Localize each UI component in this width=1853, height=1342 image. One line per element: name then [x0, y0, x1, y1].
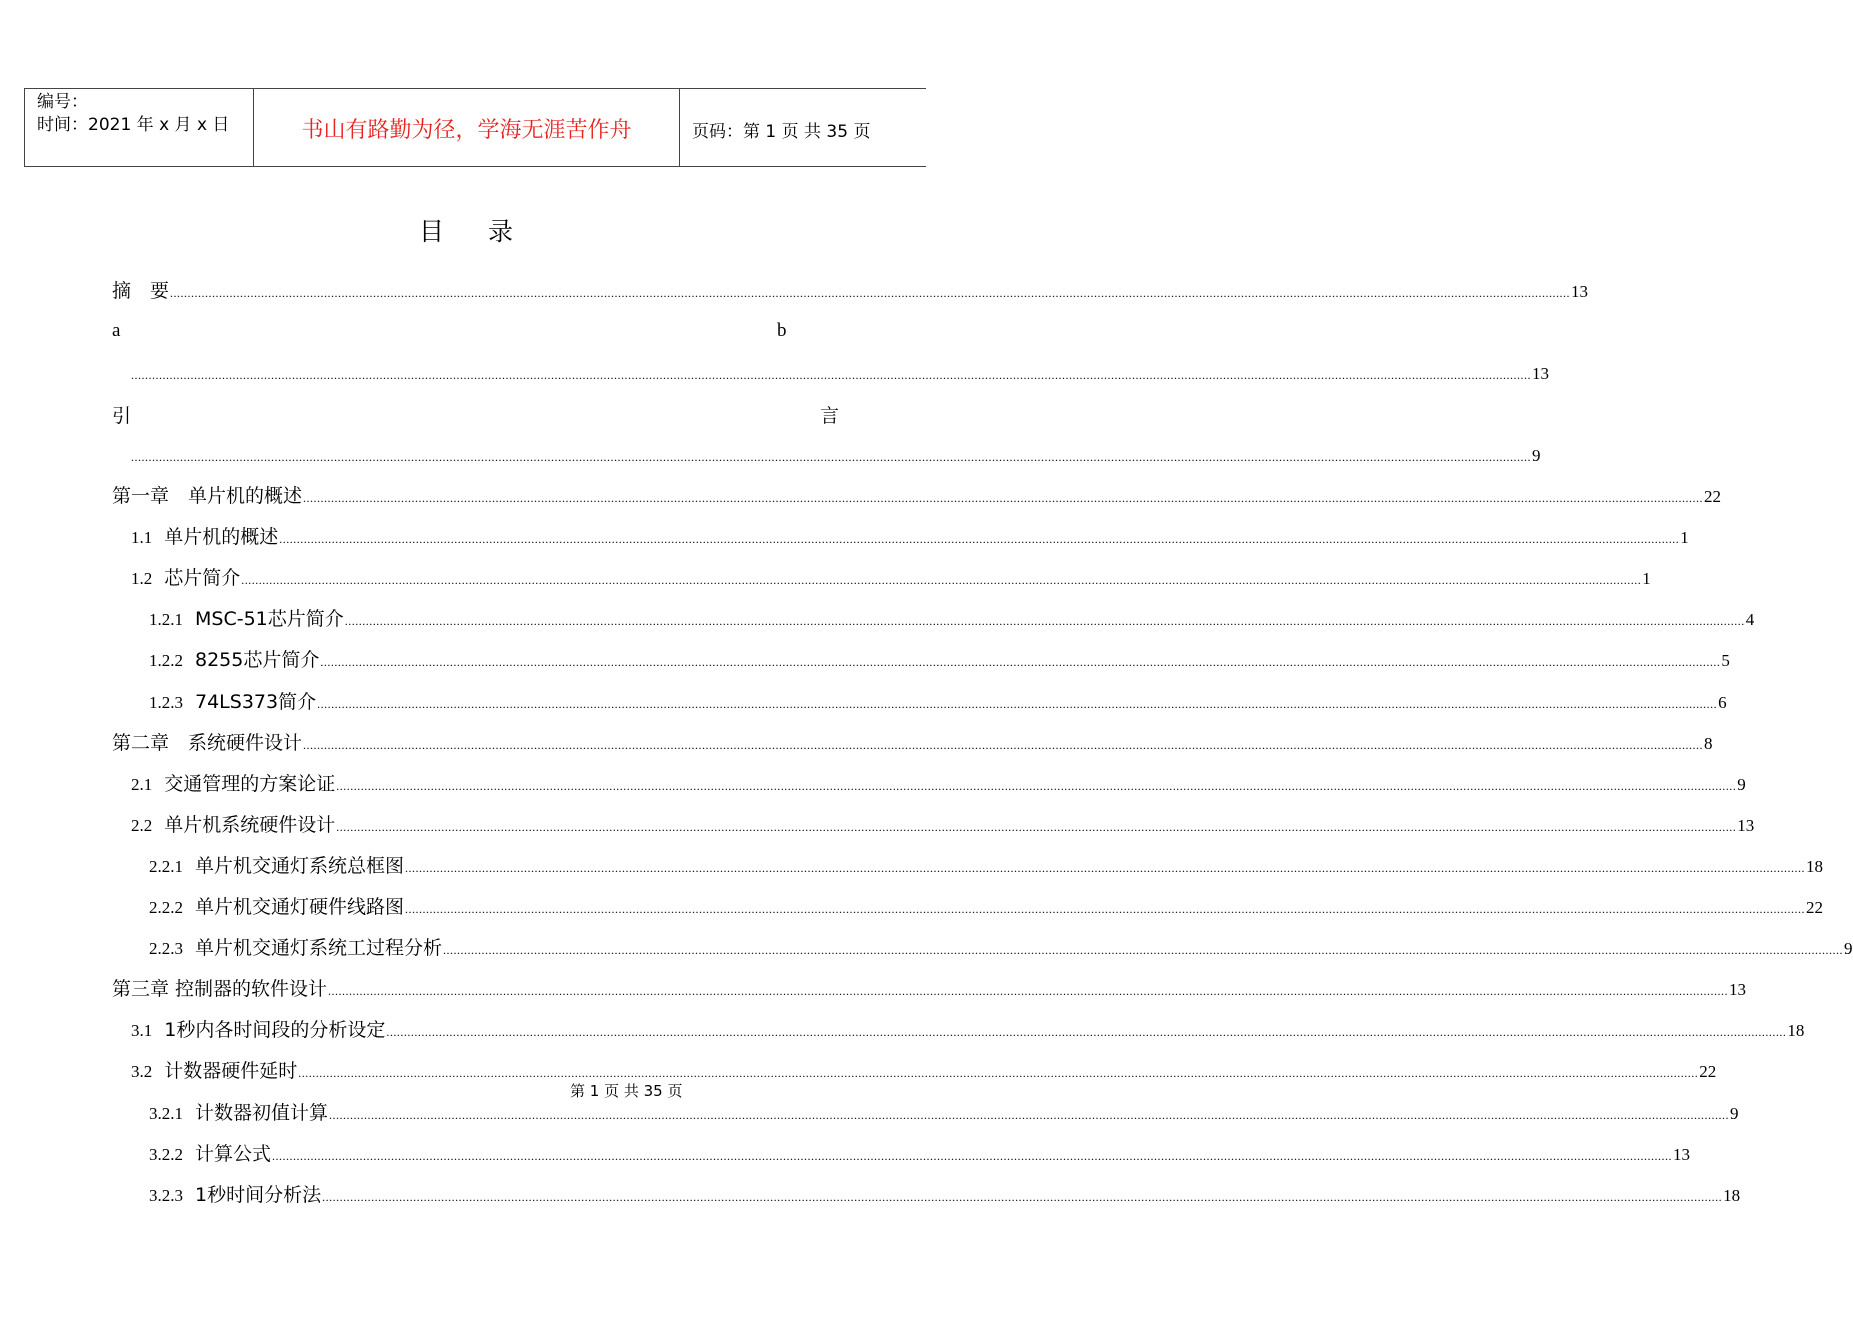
toc-entry-label: 单片机的概述 — [164, 526, 279, 548]
toc-entry[interactable] — [112, 484, 1722, 510]
page-label: 页码： — [692, 122, 743, 142]
toc-entry-label: 交通管理的方案论证 — [164, 773, 336, 795]
toc-entry-number: 3.2.3 — [149, 1186, 183, 1205]
toc-entry-label: 8255芯片简介 — [195, 649, 320, 671]
page-info-value: 第 1 页 共 35 页 — [743, 122, 871, 142]
toc-entry[interactable] — [131, 1059, 1717, 1085]
toc-entry[interactable] — [131, 566, 1651, 592]
toc-leader-dots: ................................................................................................................................................................................................................................................................................................................................................................................................................ — [272, 1149, 1673, 1163]
toc-leader-dots: ................................................................................................................................................................................................................................................................................................................................................................................................................ — [336, 820, 1737, 834]
toc-entry-page: 9 — [1532, 446, 1541, 465]
toc-entry-abstract[interactable] — [112, 279, 1589, 305]
toc-entry[interactable] — [131, 1018, 1805, 1044]
header-motto-cell — [254, 89, 680, 166]
toc-entry-page: 4 — [1745, 610, 1755, 629]
toc-entry-number: 2.2.3 — [149, 939, 183, 958]
toc-entry-number: 2.2.1 — [149, 857, 183, 876]
toc-entry-page: 22 — [1806, 898, 1824, 917]
toc-entry-number: 3.2.1 — [149, 1104, 183, 1123]
toc-entry-number: 3.2.2 — [149, 1145, 183, 1164]
toc-leader-dots: ................................................................................................................................................................................................................................................................................................................................................................................................................ — [328, 984, 1729, 998]
toc-entry-label: 计数器硬件延时 — [164, 1060, 298, 1082]
toc-leader-dots: ................................................................................................................................................................................................................................................................................................................................................................................................................ — [241, 573, 1642, 587]
toc-entry[interactable] — [149, 1142, 1691, 1168]
toc-entry[interactable] — [149, 648, 1730, 674]
toc-letter-b: b — [777, 320, 787, 341]
toc-entry-page: 13 — [1737, 816, 1755, 835]
toc-entry-number: 3.1 — [131, 1021, 153, 1040]
toc-entry-page: 18 — [1723, 1186, 1741, 1205]
toc-entry-number: 1.1 — [131, 528, 153, 547]
toc-entry-number: 1.2.1 — [149, 610, 183, 629]
toc-entry-page: 22 — [1704, 487, 1722, 506]
toc-entry-page: 9 — [1730, 1104, 1739, 1123]
toc-entry-label: 摘 要 — [112, 280, 170, 302]
toc-entry-label: 单片机交通灯硬件线路图 — [195, 896, 405, 918]
toc-entry-page: 13 — [1532, 364, 1549, 383]
toc-leader-dots: ................................................................................................................................................................................................................................................................................................................................................................................................................ — [322, 1190, 1723, 1204]
toc-entry[interactable] — [131, 525, 1689, 551]
toc-entry-label: 计数器初值计算 — [195, 1102, 329, 1124]
toc-leader-dots: ................................................................................................................................................................................................................................................................................................................................................................................................................ — [170, 286, 1571, 300]
toc-entry-page: 13 — [1571, 282, 1589, 301]
toc-entry[interactable] — [149, 1101, 1739, 1127]
toc-entry-intro-continuation[interactable] — [130, 444, 1541, 469]
toc-leader-dots: ................................................................................................................................................................................................................................................................................................................................................................................................................ — [303, 738, 1704, 752]
toc-leader-dots: ................................................................................................................................................................................................................................................................................................................................................................................................................ — [317, 697, 1718, 711]
toc-leader-dots: ................................................................................................................................................................................................................................................................................................................................................................................................................ — [344, 614, 1745, 628]
number-label: 编号： — [37, 92, 88, 112]
toc-entry-number: 3.2 — [131, 1062, 153, 1081]
toc-entry-page: 9 — [1844, 939, 1853, 958]
toc-leader-dots: ................................................................................................................................................................................................................................................................................................................................................................................................................ — [405, 902, 1806, 916]
toc-entry-label: MSC-51芯片简介 — [195, 608, 344, 630]
toc-entry-number: 1.2.2 — [149, 651, 183, 670]
toc-entry[interactable] — [149, 854, 1824, 880]
toc-entry-number: 2.2 — [131, 816, 153, 835]
toc-entry-page: 9 — [1737, 775, 1746, 794]
document-header — [24, 88, 926, 167]
toc-entry-label: 计算公式 — [195, 1143, 272, 1165]
page-title: 目 录 — [419, 217, 531, 246]
toc-entry-page: 1 — [1680, 528, 1689, 547]
toc-entry-page: 1 — [1642, 569, 1651, 588]
toc-entry-label: 第三章 控制器的软件设计 — [112, 978, 328, 1000]
toc-entry[interactable] — [131, 813, 1755, 839]
page-footer: 第 1 页 共 35 页 — [570, 1082, 683, 1100]
toc-entry-page: 5 — [1721, 651, 1730, 670]
time-line — [37, 114, 253, 137]
toc-entry-number: 2.2.2 — [149, 898, 183, 917]
toc-leader-dots: ................................................................................................................................................................................................................................................................................................................................................................................................................ — [329, 1108, 1730, 1122]
toc-entry[interactable] — [149, 690, 1727, 716]
toc-entry-page: 13 — [1673, 1145, 1691, 1164]
toc-entry[interactable] — [149, 1183, 1741, 1209]
toc-entry-page: 22 — [1699, 1062, 1717, 1081]
toc-entry-page: 18 — [1806, 857, 1824, 876]
toc-intro-right: 言 — [820, 405, 840, 427]
toc-leader-dots: ................................................................................................................................................................................................................................................................................................................................................................................................................ — [386, 1025, 1787, 1039]
page-info — [692, 117, 870, 142]
toc-intro-left: 引 — [112, 405, 132, 427]
toc-entry-label: 单片机系统硬件设计 — [164, 814, 336, 836]
toc-entry-page: 6 — [1718, 693, 1727, 712]
toc-entry-label: 1秒内各时间段的分析设定 — [164, 1019, 386, 1041]
toc-entry-label: 单片机交通灯系统工过程分析 — [195, 937, 443, 959]
toc-entry[interactable] — [112, 977, 1747, 1003]
toc-entry-number: 2.1 — [131, 775, 153, 794]
header-page-cell — [680, 89, 926, 166]
toc-leader-dots: ................................................................................................................................................................................................................................................................................................................................................................................................................ — [303, 491, 1704, 505]
toc-leader-dots: ................................................................................................................................................................................................................................................................................................................................................................................................................ — [131, 450, 1531, 464]
time-label: 时间： — [37, 115, 88, 135]
toc-leader-dots: ................................................................................................................................................................................................................................................................................................................................................................................................................ — [131, 368, 1531, 382]
date-value: 2021 年 x 月 x 日 — [88, 115, 230, 135]
toc-entry-label: 1秒时间分析法 — [195, 1184, 322, 1206]
toc-entry-number: 1.2.3 — [149, 693, 183, 712]
toc-entry-label: 第一章 单片机的概述 — [112, 485, 303, 507]
toc-entry-page: 8 — [1704, 734, 1713, 753]
toc-entry-number: 1.2 — [131, 569, 153, 588]
toc-entry[interactable] — [149, 936, 1853, 962]
toc-letter-a: a — [112, 320, 121, 341]
toc-entry[interactable] — [149, 607, 1755, 633]
header-meta-cell — [25, 89, 254, 166]
toc-entry-page: 13 — [1729, 980, 1747, 999]
toc-leader-dots: ................................................................................................................................................................................................................................................................................................................................................................................................................ — [443, 943, 1844, 957]
motto-text: 书山有路勤为径，学海无涯苦作舟 — [301, 118, 632, 143]
toc-entry[interactable] — [149, 895, 1824, 921]
toc-entry-ab-continuation[interactable] — [130, 362, 1549, 387]
toc-leader-dots: ................................................................................................................................................................................................................................................................................................................................................................................................................ — [298, 1066, 1699, 1080]
toc-entry[interactable] — [112, 731, 1713, 757]
toc-entry-label: 第二章 系统硬件设计 — [112, 732, 303, 754]
toc-entry[interactable] — [131, 772, 1746, 798]
toc-leader-dots: ................................................................................................................................................................................................................................................................................................................................................................................................................ — [405, 861, 1806, 875]
toc-leader-dots: ................................................................................................................................................................................................................................................................................................................................................................................................................ — [336, 779, 1737, 793]
toc-leader-dots: ................................................................................................................................................................................................................................................................................................................................................................................................................ — [279, 532, 1680, 546]
toc-entry-label: 单片机交通灯系统总框图 — [195, 855, 405, 877]
toc-leader-dots: ................................................................................................................................................................................................................................................................................................................................................................................................................ — [320, 655, 1721, 669]
toc-entry-label: 74LS373简介 — [195, 691, 317, 713]
toc-entry-page: 18 — [1787, 1021, 1805, 1040]
toc-entry-label: 芯片简介 — [164, 567, 241, 589]
